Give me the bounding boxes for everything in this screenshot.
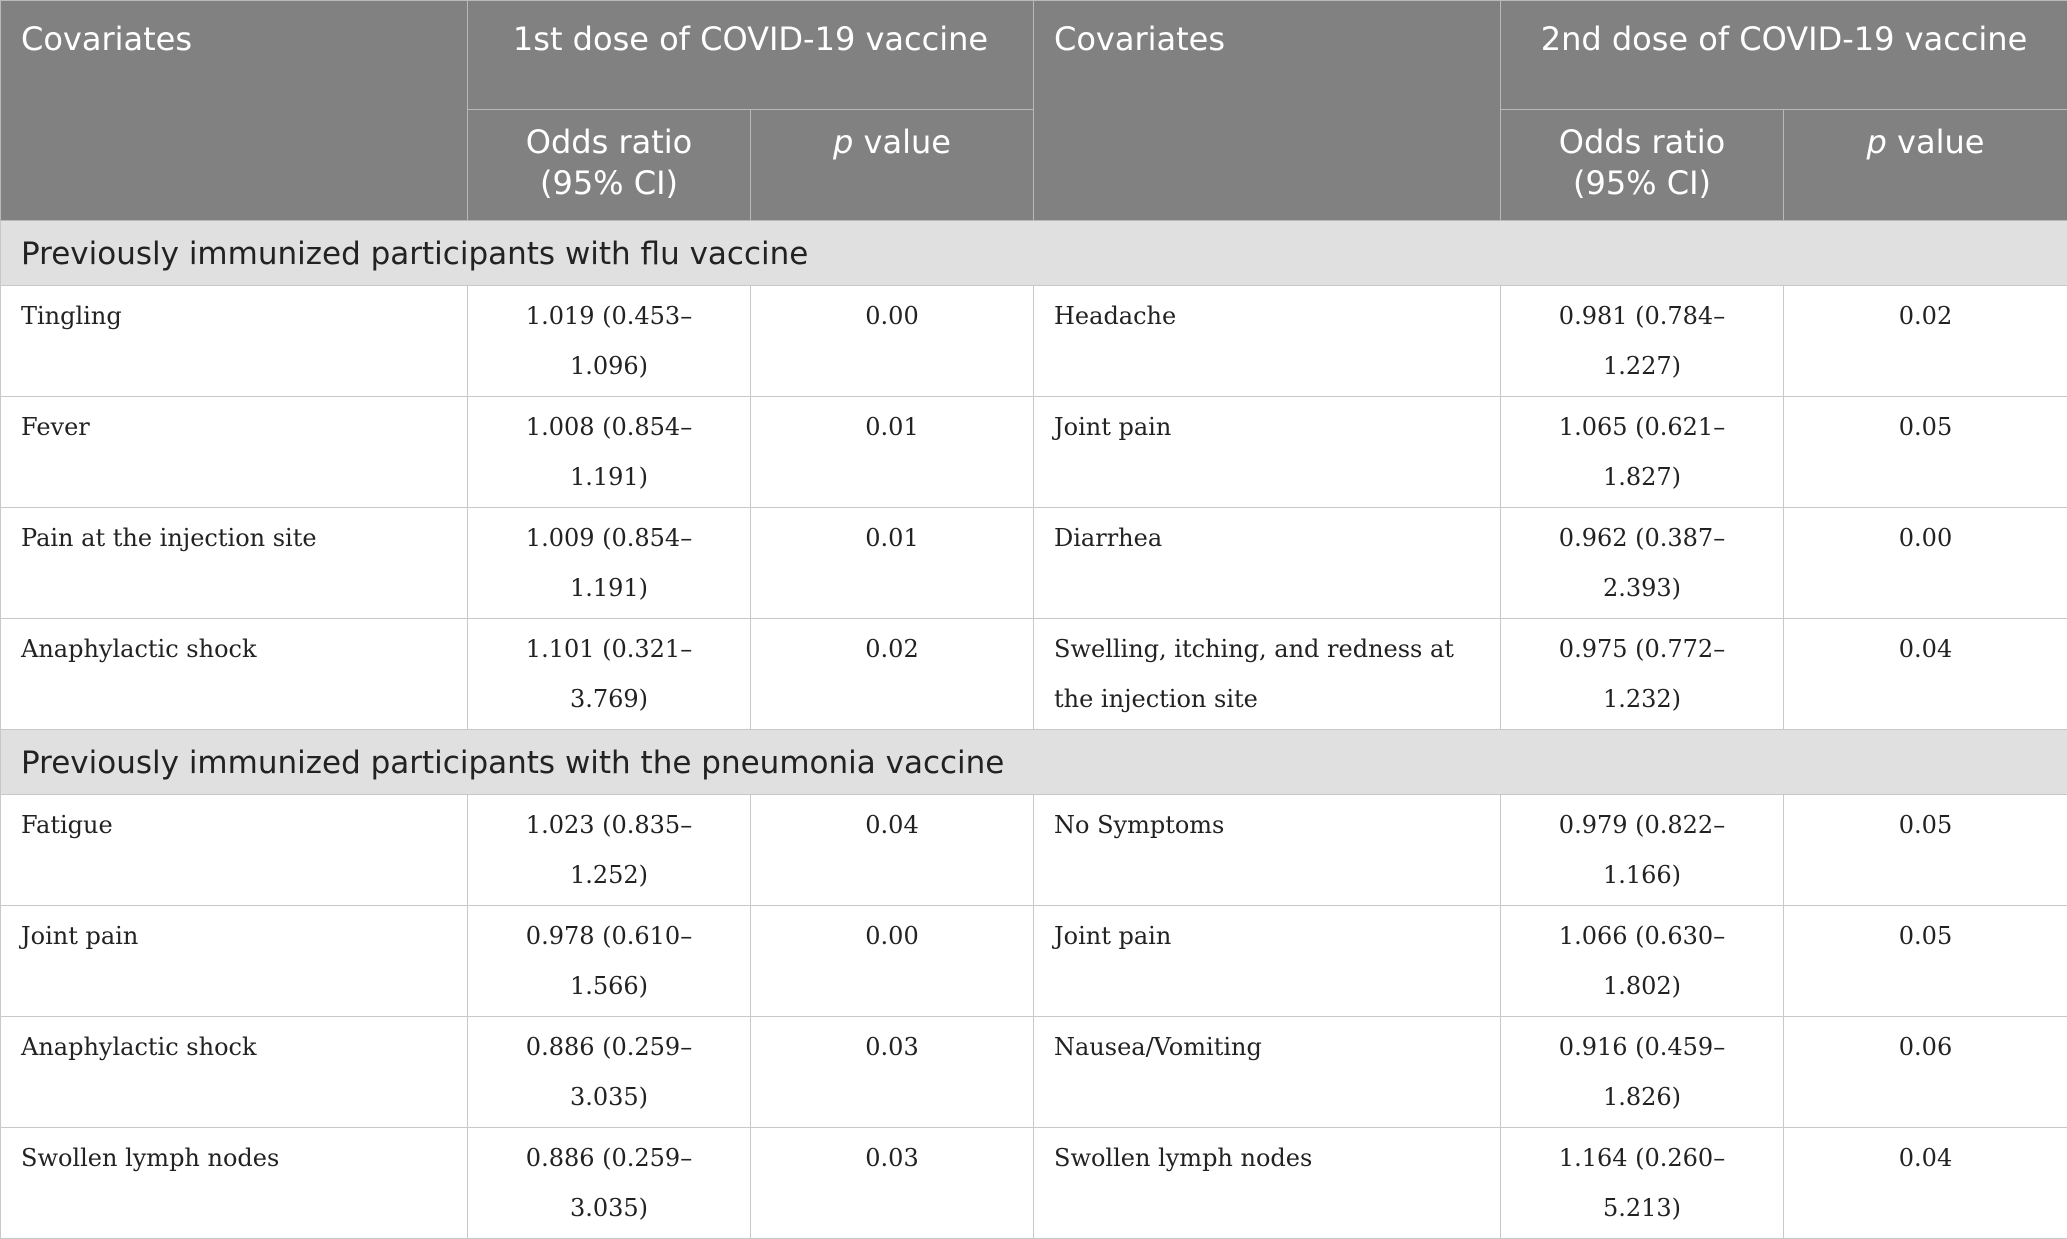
odds-ratio-1: 1.019 (0.453–1.096) xyxy=(468,286,751,397)
odds-ratio-2: 1.066 (0.630–1.802) xyxy=(1501,906,1784,1017)
p-value-1: 0.03 xyxy=(751,1017,1034,1128)
covariate-2: Swollen lymph nodes xyxy=(1034,1128,1501,1239)
header-p-value-2 xyxy=(1784,110,2067,221)
covariate-1: Joint pain xyxy=(1,906,468,1017)
section-title: Previously immunized participants with the pneumonia vaccine xyxy=(1,730,2067,795)
odds-ratio-2: 0.962 (0.387–2.393) xyxy=(1501,508,1784,619)
odds-ratio-1: 1.023 (0.835–1.252) xyxy=(468,795,751,906)
p-value-1: 0.01 xyxy=(751,508,1034,619)
p-value-1: 0.01 xyxy=(751,397,1034,508)
header-dose-1: 1st dose of COVID-19 vaccine xyxy=(468,1,1034,110)
odds-ratio-2: 0.975 (0.772–1.232) xyxy=(1501,619,1784,730)
p-symbol: p xyxy=(833,123,853,161)
p-value-1: 0.03 xyxy=(751,1128,1034,1239)
table-row xyxy=(1,397,2067,508)
covariate-1: Anaphylactic shock xyxy=(1,619,468,730)
table-row xyxy=(1,1017,2067,1128)
covariate-2: Nausea/Vomiting xyxy=(1034,1017,1501,1128)
odds-ratio-1: 0.978 (0.610–1.566) xyxy=(468,906,751,1017)
covariate-2: Swelling, itching, and redness at the injection site xyxy=(1034,619,1501,730)
p-value-2: 0.00 xyxy=(1784,508,2067,619)
covariate-1: Swollen lymph nodes xyxy=(1,1128,468,1239)
covariate-2: Joint pain xyxy=(1034,397,1501,508)
p-value-1: 0.00 xyxy=(751,286,1034,397)
p-value-2: 0.04 xyxy=(1784,619,2067,730)
table-row xyxy=(1,795,2067,906)
odds-ratio-1: 0.886 (0.259–3.035) xyxy=(468,1017,751,1128)
header-row-1 xyxy=(1,1,2067,110)
odds-ratio-1: 1.009 (0.854–1.191) xyxy=(468,508,751,619)
p-value-1: 0.02 xyxy=(751,619,1034,730)
p-value-label: value xyxy=(853,123,951,161)
p-symbol: p xyxy=(1867,123,1887,161)
odds-ratio-1: 1.101 (0.321–3.769) xyxy=(468,619,751,730)
p-value-1: 0.00 xyxy=(751,906,1034,1017)
header-dose-2: 2nd dose of COVID-19 vaccine xyxy=(1501,1,2067,110)
covariate-1: Fatigue xyxy=(1,795,468,906)
section-title: Previously immunized participants with flu vaccine xyxy=(1,221,2067,286)
header-p-value-1 xyxy=(751,110,1034,221)
covariate-1: Pain at the injection site xyxy=(1,508,468,619)
table-row xyxy=(1,906,2067,1017)
header-covariates-1: Covariates xyxy=(1,1,468,221)
p-value-2: 0.02 xyxy=(1784,286,2067,397)
section-row-flu xyxy=(1,221,2067,286)
table-row xyxy=(1,508,2067,619)
table-row xyxy=(1,619,2067,730)
odds-ratio-2: 1.164 (0.260–5.213) xyxy=(1501,1128,1784,1239)
p-value-2: 0.05 xyxy=(1784,397,2067,508)
p-value-label: value xyxy=(1887,123,1985,161)
odds-ratio-1: 0.886 (0.259–3.035) xyxy=(468,1128,751,1239)
section-row-pneumonia xyxy=(1,730,2067,795)
p-value-2: 0.04 xyxy=(1784,1128,2067,1239)
covariate-1: Tingling xyxy=(1,286,468,397)
p-value-2: 0.05 xyxy=(1784,906,2067,1017)
covariate-2: Diarrhea xyxy=(1034,508,1501,619)
header-odds-ratio-2: Odds ratio (95% CI) xyxy=(1501,110,1784,221)
odds-ratio-2: 1.065 (0.621–1.827) xyxy=(1501,397,1784,508)
table-header xyxy=(1,1,2067,221)
p-value-1: 0.04 xyxy=(751,795,1034,906)
table-row xyxy=(1,1128,2067,1239)
odds-ratio-1: 1.008 (0.854–1.191) xyxy=(468,397,751,508)
p-value-2: 0.06 xyxy=(1784,1017,2067,1128)
odds-ratio-2: 0.916 (0.459–1.826) xyxy=(1501,1017,1784,1128)
table-row xyxy=(1,286,2067,397)
p-value-2: 0.05 xyxy=(1784,795,2067,906)
header-covariates-2: Covariates xyxy=(1034,1,1501,221)
table-body xyxy=(1,221,2067,1239)
header-odds-ratio-1: Odds ratio (95% CI) xyxy=(468,110,751,221)
covariate-2: Joint pain xyxy=(1034,906,1501,1017)
odds-ratio-2: 0.979 (0.822–1.166) xyxy=(1501,795,1784,906)
covariate-2: No Symptoms xyxy=(1034,795,1501,906)
covariate-1: Fever xyxy=(1,397,468,508)
odds-ratio-2: 0.981 (0.784–1.227) xyxy=(1501,286,1784,397)
covariate-2: Headache xyxy=(1034,286,1501,397)
covariate-1: Anaphylactic shock xyxy=(1,1017,468,1128)
